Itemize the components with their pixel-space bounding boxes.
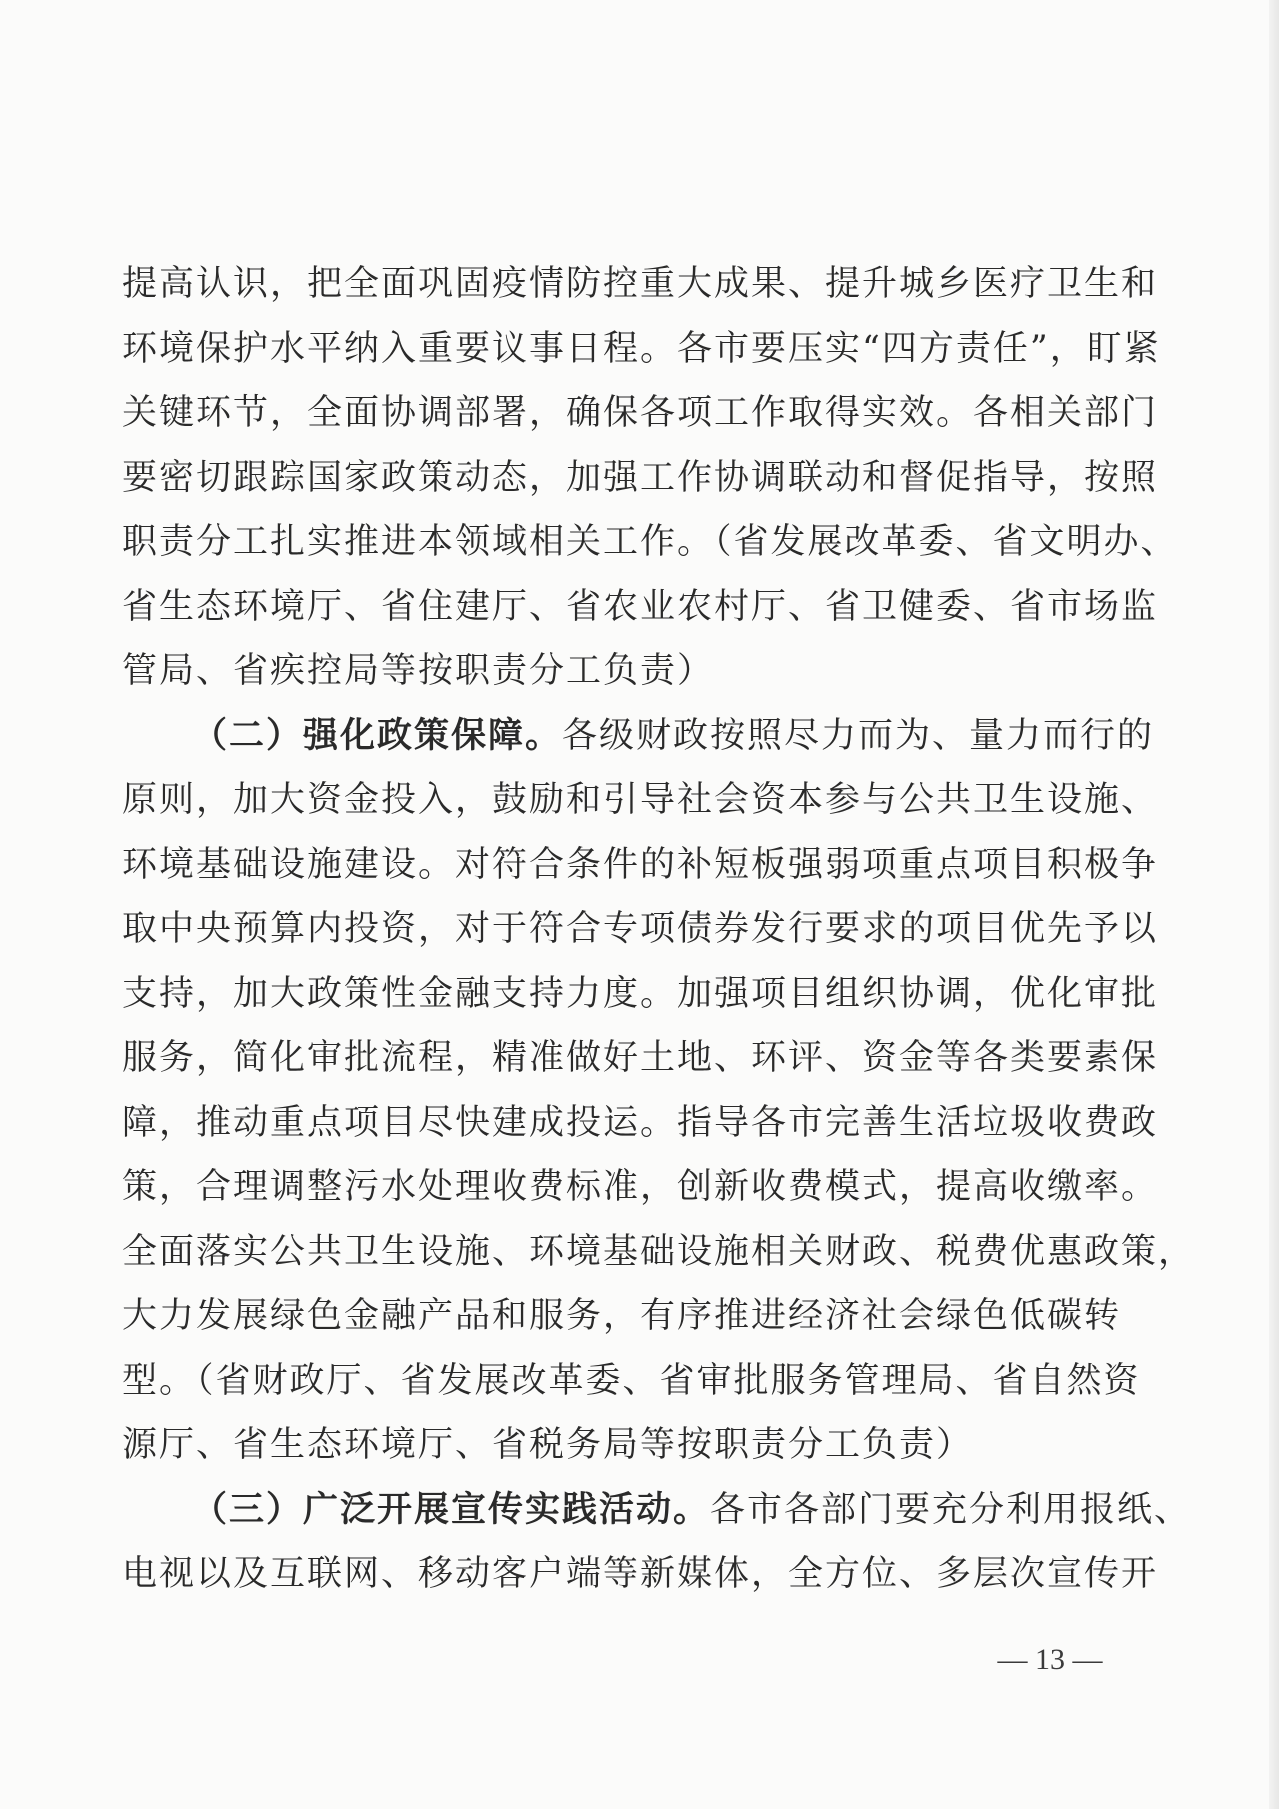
text-line: 环境基础设施建设。对符合条件的补短板强弱项重点项目积极争 — [122, 844, 1159, 885]
text-line: 障，推动重点项目尽快建成投运。指导各市完善生活垃圾收费政 — [122, 1102, 1159, 1143]
text-line: 支持，加大政策性金融支持力度。加强项目组织协调，优化审批 — [122, 973, 1159, 1014]
text-line: 要密切跟踪国家政策动态，加强工作协调联动和督促指导，按照 — [122, 457, 1159, 498]
page-edge-shadow — [1269, 0, 1279, 1809]
text-line: 取中央预算内投资，对于符合专项债券发行要求的项目优先予以 — [122, 909, 1159, 949]
paragraph-first-line — [122, 704, 1154, 769]
text-line: 策，合理调整污水处理收费标准，创新收费模式，提高收缴率。 — [122, 1167, 1159, 1207]
text-line: 关键环节，全面协调部署，确保各项工作取得实效。各相关部门 — [122, 393, 1159, 433]
text-run: 各级财政按照尽力而为、量力而行的 — [562, 715, 1155, 756]
text-line: 省生态环境厅、省住建厅、省农业农村厅、省卫健委、省市场监 — [122, 586, 1159, 627]
text-line: 全面落实公共卫生设施、环境基础设施相关财政、税费优惠政策， — [122, 1231, 1196, 1272]
text-line: 管局、省疾控局等按职责分工负责） — [122, 651, 715, 691]
paragraph-policy-guarantee — [122, 704, 1196, 1478]
text-run: 各市各部门要充分利用报纸、 — [710, 1489, 1192, 1530]
page-number: — 13 — — [997, 1643, 1103, 1676]
section-heading: （三）广泛开展宣传实践活动。 — [192, 1488, 711, 1530]
document-body — [122, 252, 1196, 1607]
text-line: 源厅、省生态环境厅、省税务局等按职责分工负责） — [122, 1425, 974, 1465]
text-line: 服务，简化审批流程，精准做好土地、环评、资金等各类要素保 — [122, 1038, 1159, 1078]
text-line: 原则，加大资金投入，鼓励和引导社会资本参与公共卫生设施、 — [122, 780, 1159, 820]
text-line: 提高认识，把全面巩固疫情防控重大成果、提升城乡医疗卫生和 — [122, 264, 1159, 304]
text-line: 职责分工扎实推进本领域相关工作。（省发展改革委、省文明办、 — [122, 522, 1178, 562]
text-line: 电视以及互联网、移动客户端等新媒体，全方位、多层次宣传开 — [122, 1554, 1159, 1594]
text-line: 环境保护水平纳入重要议事日程。各市要压实“四方责任”，盯紧 — [122, 328, 1161, 369]
text-line: 大力发展绿色金融产品和服务，有序推进经济社会绿色低碳转 — [122, 1296, 1122, 1336]
paragraph-publicity-activities — [122, 1478, 1192, 1607]
paragraph-continuation — [122, 252, 1178, 704]
paragraph-first-line — [122, 1478, 1192, 1543]
section-heading: （二）强化政策保障。 — [192, 714, 563, 756]
text-line: 型。（省财政厅、省发展改革委、省审批服务管理局、省自然资 — [122, 1360, 1141, 1401]
